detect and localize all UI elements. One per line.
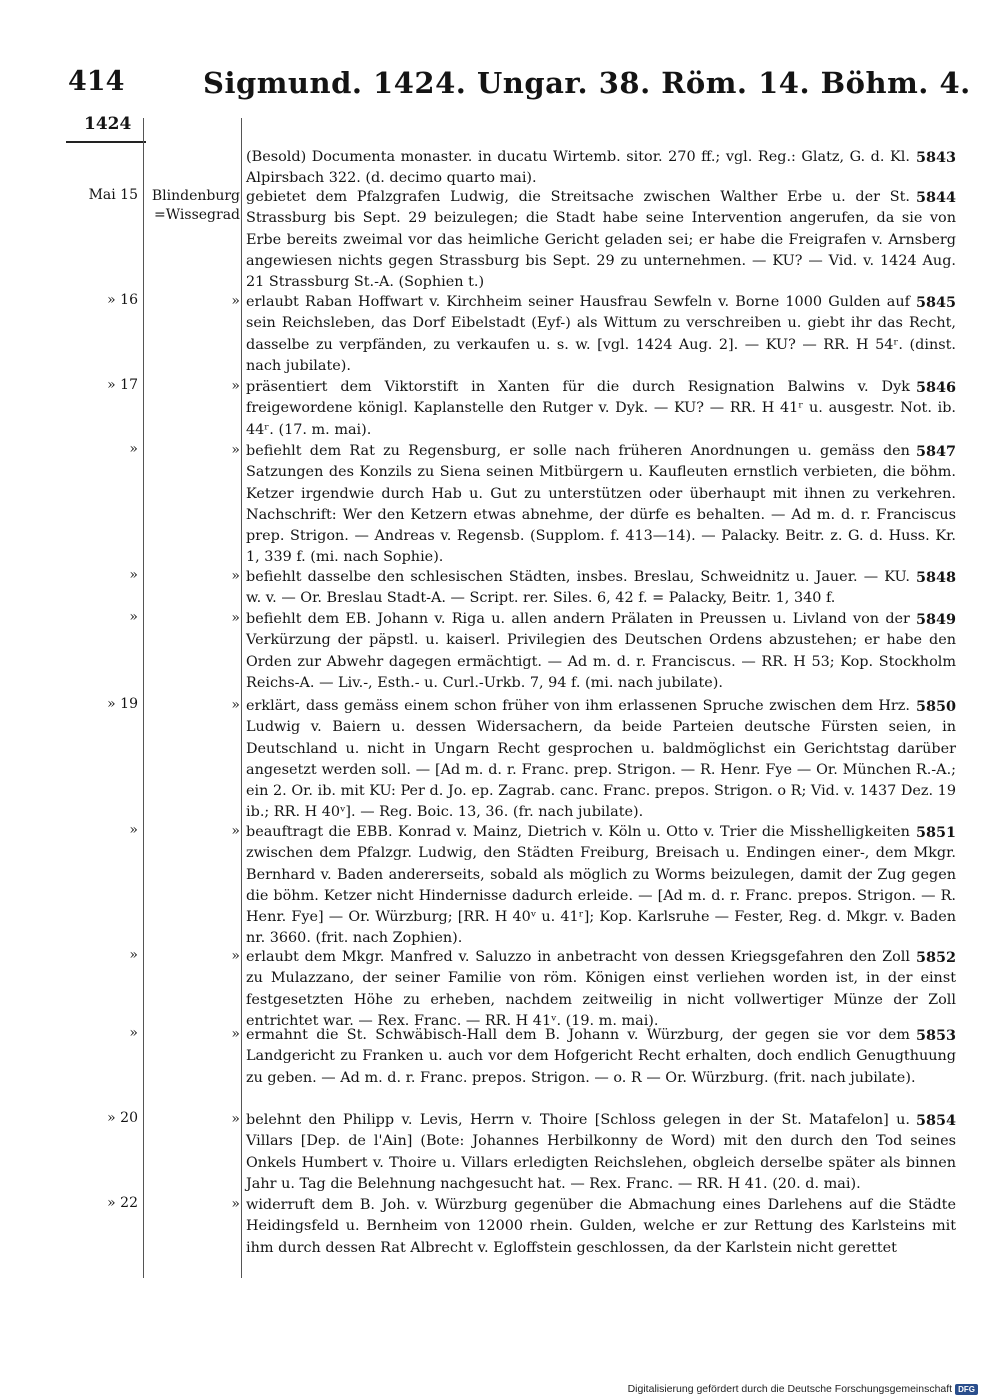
entry-number: 5853: [915, 1027, 956, 1044]
entry-body: befiehlt dem Rat zu Regensburg, er solle nach früheren Anordnungen u. gemäss den Satzungen des Konzils zu Siena seinen Mitbürgern u. Kaufleuten ernstlich verbieten, die böhm. Ketzer irgendwie durch Hab u. Gut zu unterstützen oder überhaupt mit ihnen zu verkehren. Nachschrift: Wer den Ketzern etwas abnehme, der dürfe es behalten. — Ad m. d. r. Franciscus prep. Strigon. — Andreas v. Regensb. (Supplom. f. 413—14). — Palacky. Beitr. z. G. d. Huss. Kr. 1, 339 f. (mi. nach Sophie).: [246, 443, 956, 566]
entry-number: 5846: [915, 379, 956, 396]
entry-body: erlaubt dem Mkgr. Manfred v. Saluzzo in anbetracht von dessen Kriegsgefahren den Zoll zu Mulazzano, der seiner Familie von röm. Königen einst verliehen worden ist, in der einst festgesetzten Höhe zu erheben, nachdem zeitweilig in nicht vollwertiger Münze der Zoll entrichtet war. — Rex. Franc. — RR. H 41ᵛ. (19. m. mai).: [246, 949, 956, 1029]
entry-text: [246, 696, 956, 824]
entry-number: 5843: [915, 149, 956, 166]
entry-text: [246, 609, 956, 694]
entry-date: » 17: [107, 377, 138, 393]
entry-place: »: [231, 293, 240, 309]
entry-date: » 20: [107, 1110, 138, 1126]
entry-place: »: [231, 610, 240, 626]
entry-date: » 16: [107, 292, 138, 308]
page-number: 414: [68, 66, 125, 97]
entry-number: 5848: [915, 569, 956, 586]
entry-date: » 22: [107, 1195, 138, 1211]
entry-number: 5847: [915, 443, 956, 460]
entry-text: [246, 441, 956, 569]
running-title: Sigmund. 1424. Ungar. 38. Röm. 14. Böhm. 4.: [203, 66, 971, 100]
page-header: [68, 66, 971, 106]
entry-number: 5851: [915, 824, 956, 841]
entry-body: befiehlt dasselbe den schlesischen Städten, insbes. Breslau, Schweidnitz u. Jauer. — KU. w. v. — Or. Breslau Stadt-A. — Script. rer. Siles. 6, 42 f. = Palacky, Beitr. 1, 340 f.: [246, 569, 910, 607]
entry-text: [246, 1110, 956, 1195]
credit-text: Digitalisierung gefördert durch die Deutsche Forschungsgemeinschaft: [627, 1383, 953, 1395]
column-rule-left: [143, 118, 144, 1278]
entry-text: [246, 187, 956, 293]
entry-number: 5845: [915, 294, 956, 311]
entry-body: befiehlt dem EB. Johann v. Riga u. allen andern Prälaten in Preussen u. Livland von der Verkürzung der päpstl. u. kaiserl. Privilegien des Deutschen Ordens abzustehen; er habe den Orden zur Abwehr dagegen ermächtigt. — Ad m. d. r. Franciscus. — RR. H 53; Kop. Stockholm Reichs-A. — Liv.-, Esth.- u. Curl.-Urkb. 7, 94 f. (mi. nach jubilate).: [246, 611, 956, 691]
entry-text: [246, 822, 956, 950]
entry-body: ermahnt die St. Schwäbisch-Hall dem B. Johann v. Würzburg, der gegen sie vor dem Landgericht zu Franken u. auch vor dem Hofgericht Recht erhalten, doch endlich Genugthuung zu geben. — Ad m. d. r. Franc. prepos. Strigon. — o. R — Or. Würzburg. (frit. nach jubilate).: [246, 1027, 956, 1086]
entry-text: [246, 1025, 956, 1089]
entry-date: »: [129, 947, 138, 963]
entry-place: »: [231, 697, 240, 713]
entry-date: »: [129, 441, 138, 457]
entry-number: 5852: [915, 949, 956, 966]
entry-body: (Besold) Documenta monaster. in ducatu Wirtemb. sitor. 270 ff.; vgl. Reg.: Glatz, G. d. Kl. Alpirsbach 322. (d. decimo quarto mai).: [246, 149, 910, 187]
entry-place: »: [231, 1196, 240, 1212]
entry-body: erklärt, dass gemäss einem schon früher von ihm erlassenen Spruche zwischen dem Hrz. Ludwig v. Baiern u. dessen Widersachern, da beide Parteien deutsche Fürsten seien, in Deutschland u. nicht in Ungarn Recht gesprochen u. baldmöglichst ein Gerichtstag darüber angesetzt werden soll. — [Ad m. d. r. Franc. prep. Strigon. — R. Henr. Fye — Or. München R.-A.; ein 2. Or. ib. mit KU: Per d. Jo. ep. Zagrab. canc. Franc. prepos. Strigon. o R; Vid. v. 1437 Dez. 19 ib.; RR. H 40ᵛ]. — Reg. Boic. 13, 36. (fr. nach jubilate).: [246, 698, 956, 821]
entry-number: 5849: [915, 611, 956, 628]
entry-number: 5854: [915, 1112, 956, 1129]
entry-text: [246, 292, 956, 377]
entry-place: »: [231, 442, 240, 458]
digitization-credit: [628, 1383, 978, 1395]
entry-body: präsentiert dem Viktorstift in Xanten für die durch Resignation Balwins v. Dyk freigewordene königl. Kaplanstelle den Rutger v. Dyk. — KU? — RR. H 41ʳ u. ausgestr. Not. ib. 44ʳ. (17. m. mai).: [246, 379, 956, 438]
entry-place: »: [231, 568, 240, 584]
entry-date: Mai 15: [88, 187, 138, 203]
entry-place: »: [231, 1026, 240, 1042]
year-rule: [66, 141, 146, 143]
entry-date: »: [129, 822, 138, 838]
entry-body: belehnt den Philipp v. Levis, Herrn v. Thoire [Schloss gelegen in der St. Matafelon] u. Villars [Dep. de l'Ain] (Bote: Johannes Herbilkonny de Word) mit den durch den Tod seines Onkels Humbert v. Thoire u. Villars erledigten Reichslehen, obgleich derselbe später als binnen Jahr u. Tag die Belehnung nachgesucht hat. — Rex. Franc. — RR. H 41. (20. d. mai).: [246, 1112, 956, 1192]
entry-number: 5844: [915, 189, 956, 206]
entry-body: widerruft dem B. Joh. v. Würzburg gegenüber die Abmachung eines Darlehens auf die Städte Heidingsfeld u. Bernheim von 12000 rhein. Gulden, welche er zur Rettung des Karlsteins mit ihm durch dessen Rat Albrecht v. Egloffstein geschlossen, da der Karlstein nicht gerettet: [246, 1197, 956, 1256]
entry-text: [246, 377, 956, 441]
entry-text: [246, 947, 956, 1032]
entry-date: »: [129, 567, 138, 583]
entry-body: beauftragt die EBB. Konrad v. Mainz, Dietrich v. Köln u. Otto v. Trier die Misshelligkeiten zwischen dem Pfalzgr. Ludwig, den Städten Freiburg, Breisach u. Endingen einer-, dem Mkgr. Bernhard v. Baden andererseits, sobald als möglich zu Worms beizulegen, damit der Zug gegen die böhm. Ketzer nicht Hindernisse dadurch erleide. — [Ad m. d. r. Franc. prepos. Strigon. — R. Henr. Fye] — Or. Würzburg; [RR. H 40ᵛ u. 41ʳ]; Kop. Karlsruhe — Fester, Reg. d. Mkgr. v. Baden nr. 3660. (frit. nach Zophien).: [246, 824, 956, 947]
entry-place: »: [231, 1111, 240, 1127]
column-rule-right: [241, 118, 242, 1278]
entry-place: Blindenburg =Wissegrad: [151, 188, 240, 223]
entry-place: »: [231, 948, 240, 964]
entry-date: » 19: [107, 696, 138, 712]
entry-date: »: [129, 1025, 138, 1041]
entry-date: »: [129, 609, 138, 625]
entry-body: gebietet dem Pfalzgrafen Ludwig, die Streitsache zwischen Walther Erbe u. der St. Strassburg bis Sept. 29 beizulegen; die Stadt habe seine Intervention angerufen, da sie von Erbe bereits zweimal vor das heimliche Gericht geladen sei; er habe die Freigrafen v. Arnsberg angewiesen nichts gegen Strassburg bis Sept. 29 zu unternehmen. — KU? — Vid. v. 1424 Aug. 21 Strassburg St.-A. (Sophien t.): [246, 189, 956, 291]
entry-text: [246, 1195, 956, 1259]
entry-text: [246, 147, 956, 190]
entry-place: »: [231, 378, 240, 394]
year-heading: 1424: [84, 114, 132, 134]
dfg-logo-icon: DFG: [955, 1384, 978, 1395]
entry-body: erlaubt Raban Hoffwart v. Kirchheim seiner Hausfrau Sewfeln v. Borne 1000 Gulden auf sein Reichsleben, das Dorf Eibelstadt (Eyf-) als Wittum zu verschreiben u. giebt ihr das Recht, dasselbe zu verpfänden, zu verkaufen u. s. w. [vgl. 1424 Aug. 2]. — KU? — RR. H 54ʳ. (dinst. nach jubilate).: [246, 294, 956, 374]
entry-number: 5850: [915, 698, 956, 715]
entry-place: »: [231, 823, 240, 839]
entry-text: [246, 567, 956, 610]
